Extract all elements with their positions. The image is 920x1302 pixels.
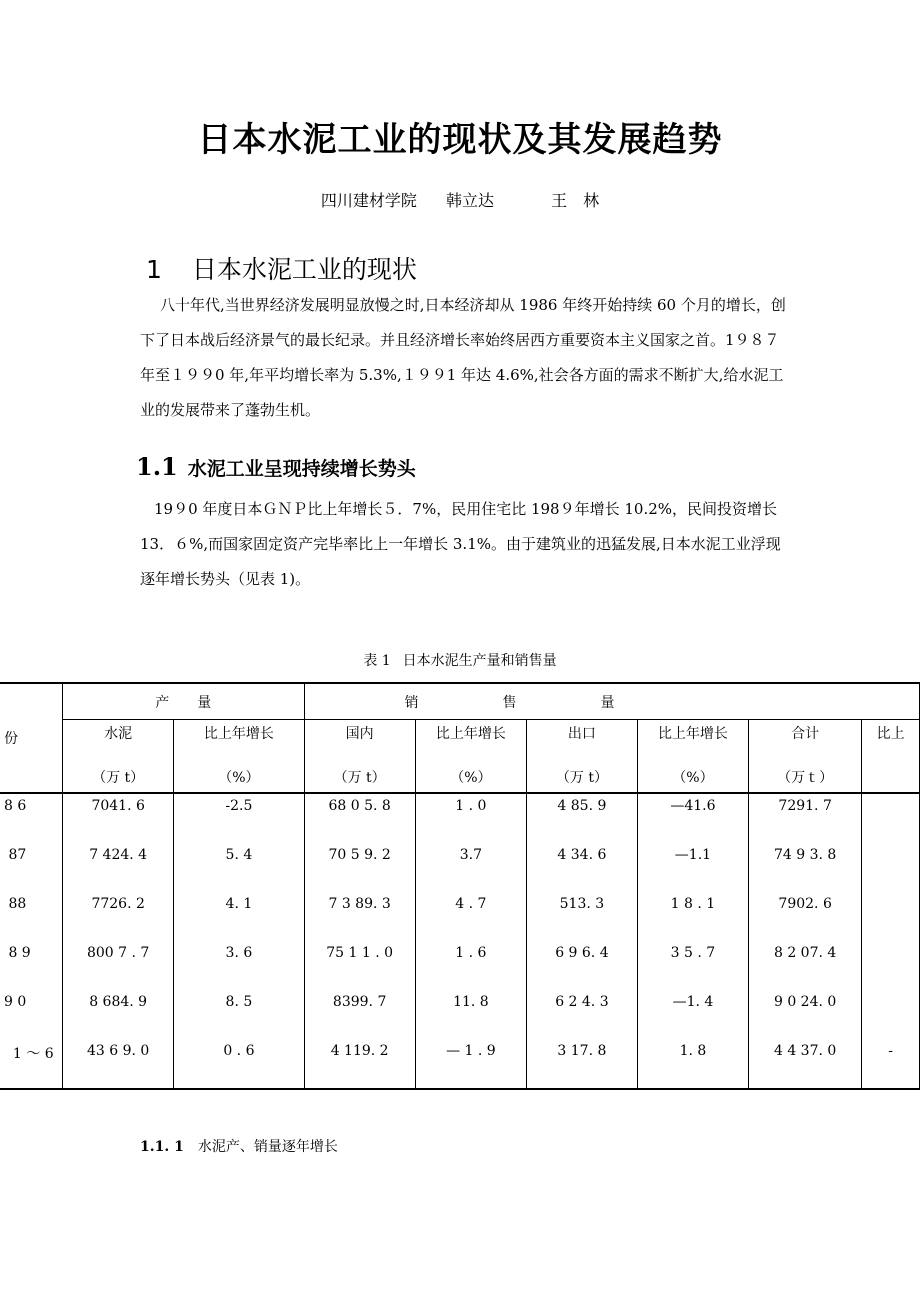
table-cell: 8. 5 <box>174 990 304 1039</box>
table-cell: 7726. 2 <box>63 892 174 941</box>
table-cell <box>862 941 920 990</box>
year-cell: 87 <box>0 843 63 892</box>
institution: 四川建材学院 <box>320 191 417 210</box>
table-cell: - <box>862 1039 920 1089</box>
year-cell: 9 0 <box>0 990 63 1039</box>
column-header <box>862 720 920 794</box>
table-cell: 4 . 7 <box>415 892 526 941</box>
section-number: 1.1. 1 <box>140 1139 184 1155</box>
year-cell: 8 9 <box>0 941 63 990</box>
column-unit: （万 t） <box>92 770 145 786</box>
column-name: 出口 <box>567 726 596 742</box>
column-name: 比上 <box>876 726 905 742</box>
table-cell: 8 684. 9 <box>63 990 174 1039</box>
section-heading-1-1-1 <box>140 1136 338 1156</box>
table-cell: 513. 3 <box>527 892 638 941</box>
column-unit: （%） <box>450 770 492 786</box>
table-cell: 7902. 6 <box>749 892 862 941</box>
column-name: 水泥 <box>104 726 133 742</box>
table-cell: -2.5 <box>174 793 304 843</box>
column-unit: （万ｔ） <box>777 770 834 786</box>
year-cell: 1 ～ 6 <box>0 1039 63 1089</box>
table-cell <box>862 793 920 843</box>
table-cell: 1 . 6 <box>415 941 526 990</box>
column-header <box>637 720 748 794</box>
authors-line <box>0 188 920 211</box>
year-header: 份 <box>0 683 63 793</box>
table-cell: 800 7 . 7 <box>63 941 174 990</box>
section-heading-1 <box>146 250 417 286</box>
table-cell: 1 . 0 <box>415 793 526 843</box>
section-number: 1.1 <box>136 452 178 481</box>
table-cell: 11. 8 <box>415 990 526 1039</box>
table-row <box>0 793 920 843</box>
column-header <box>527 720 638 794</box>
table-cell: 3 5 . 7 <box>637 941 748 990</box>
document-title: 日本水泥工业的现状及其发展趋势 <box>197 120 723 160</box>
table-cell: 4. 1 <box>174 892 304 941</box>
table-row <box>0 892 920 941</box>
section-title: 水泥产、销量逐年增长 <box>197 1139 338 1155</box>
column-unit: （万 t） <box>333 770 386 786</box>
table-cell <box>862 892 920 941</box>
table-cell: 7 424. 4 <box>63 843 174 892</box>
table-cell: 75 1 1 . 0 <box>304 941 415 990</box>
table-cell: 74 9 3. 8 <box>749 843 862 892</box>
table-cell: 4 4 37. 0 <box>749 1039 862 1089</box>
column-header <box>174 720 304 794</box>
caption-label: 表 1 <box>363 653 391 669</box>
table-cell: —41.6 <box>637 793 748 843</box>
table-cell: 3.7 <box>415 843 526 892</box>
table-cell: 4 34. 6 <box>527 843 638 892</box>
section-title: 日本水泥工业的现状 <box>191 255 417 284</box>
table-cell: 6 9 6. 4 <box>527 941 638 990</box>
table-cell: 5. 4 <box>174 843 304 892</box>
table-cell: 9 0 24. 0 <box>749 990 862 1039</box>
caption-title: 日本水泥生产量和销售量 <box>402 653 557 669</box>
column-unit: （%） <box>218 770 260 786</box>
column-header <box>304 720 415 794</box>
column-unit: （%） <box>672 770 714 786</box>
table-row <box>0 843 920 892</box>
table-row <box>0 990 920 1039</box>
table-cell: 68 0 5. 8 <box>304 793 415 843</box>
column-name: 比上年增长 <box>657 726 728 742</box>
table-row <box>0 1039 920 1089</box>
table-cell: 6 2 4. 3 <box>527 990 638 1039</box>
production-group-header: 产 量 <box>63 683 304 720</box>
table-cell: 0 . 6 <box>174 1039 304 1089</box>
table-cell: 8 2 07. 4 <box>749 941 862 990</box>
table-cell: — 1 . 9 <box>415 1039 526 1089</box>
table-cell: 3 17. 8 <box>527 1039 638 1089</box>
table-cell: 1 8 . 1 <box>637 892 748 941</box>
column-header <box>415 720 526 794</box>
column-name: 合计 <box>791 726 820 742</box>
author-2: 王 林 <box>551 191 600 210</box>
table-cell: 4 85. 9 <box>527 793 638 843</box>
author-1: 韩立达 <box>445 191 494 210</box>
table-cell: 7041. 6 <box>63 793 174 843</box>
column-name: 比上年增长 <box>203 726 274 742</box>
sales-group-header: 销 售 量 <box>304 683 919 720</box>
paragraph-2: 19９0 年度日本ＧＮＰ比上年增长５．7%，民用住宅比 198９年增长 10.2%，民间投资增长 13．６%,而国家固定资产完毕率比上一年增长 3.1%。由于建筑业的迅猛发展,日本水泥工业浮现逐年增长势头（见表 1)。 <box>140 500 781 588</box>
table-cell <box>862 843 920 892</box>
paragraph-1: 八十年代,当世界经济发展明显放慢之时,日本经济却从 1986 年终开始持续 60 个月的增长，创下了日本战后经济景气的最长纪录。并且经济增长率始终居西方重要资本主义国家之首。1９８７年至１９９0 年,年平均增长率为 5.3%,１９９1 年达 4.6%,社会各方面的需求不断扩大,给水泥工业的发展带来了蓬勃生机。 <box>140 296 786 419</box>
table-cell: 43 6 9. 0 <box>63 1039 174 1089</box>
table-cell: —1. 4 <box>637 990 748 1039</box>
cement-production-sales-table <box>0 682 920 1090</box>
column-header <box>63 720 174 794</box>
year-cell: 88 <box>0 892 63 941</box>
table-cell <box>862 990 920 1039</box>
column-header <box>749 720 862 794</box>
section-title: 水泥工业呈现持续增长势头 <box>187 458 416 480</box>
table-cell: 4 119. 2 <box>304 1039 415 1089</box>
column-unit: （万 t） <box>555 770 608 786</box>
table-cell: 70 5 9. 2 <box>304 843 415 892</box>
table-cell: 8399. 7 <box>304 990 415 1039</box>
table-row <box>0 941 920 990</box>
table-caption <box>0 650 920 670</box>
table-cell: 3. 6 <box>174 941 304 990</box>
table-cell: 7291. 7 <box>749 793 862 843</box>
year-cell: 8 6 <box>0 793 63 843</box>
column-name: 国内 <box>345 726 374 742</box>
table-cell: 7 3 89. 3 <box>304 892 415 941</box>
column-name: 比上年增长 <box>435 726 506 742</box>
section-heading-1-1 <box>136 452 416 481</box>
table-cell: —1.1 <box>637 843 748 892</box>
section-number: 1 <box>146 255 162 284</box>
table-cell: 1. 8 <box>637 1039 748 1089</box>
